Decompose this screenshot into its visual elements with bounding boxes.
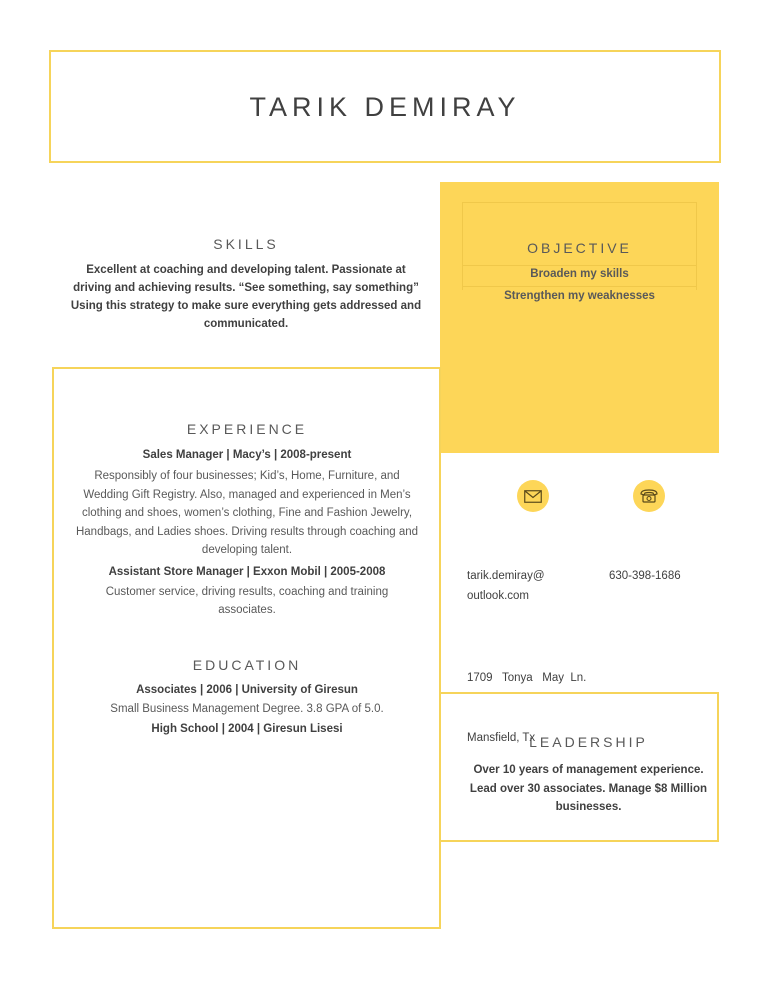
job-description: Responsibly of four businesses; Kid’s, Home, Furniture, and Wedding Gift Registry. Also, managed and experienced in Men’s clothing and shoes, women’s clothing, Fine and Fashion Jewelry, Handbags, and Ladies shoes. Driving results through coaching and developing talent.	[75, 470, 419, 556]
experience-title: EXPERIENCE	[186, 421, 308, 437]
education-section	[72, 657, 422, 735]
email-line: outlook.com	[467, 590, 530, 602]
objective-title: OBJECTIVE	[527, 240, 632, 256]
job-title: Assistant Store Manager | Exxon Mobil | 2005-2008	[108, 565, 386, 578]
objective-item: Broaden my skills	[530, 268, 629, 280]
job-title: Sales Manager | Macy’s | 2008-present	[142, 449, 352, 461]
name-header-box	[49, 50, 721, 163]
address-line: Mansfield, Tx	[467, 732, 536, 744]
objective-section	[440, 182, 719, 453]
email-line: tarik.demiray@	[467, 570, 545, 582]
phone-number: 630-398-1686	[609, 570, 681, 582]
education-entry-title: High School | 2004 | Giresun Lisesi	[151, 722, 343, 735]
candidate-name: TARIK DEMIRAY	[249, 92, 521, 122]
objective-rule-lower	[462, 286, 697, 287]
leadership-title: LEADERSHIP	[529, 734, 648, 750]
job-description: Customer service, driving results, coaching and training associates.	[105, 585, 389, 616]
skills-section	[70, 236, 422, 333]
objective-rule-top	[462, 202, 697, 203]
skills-text: Excellent at coaching and developing talent. Passionate at driving and achieving results. “See something, say something” Using this strategy to make sure everything gets addressed and communicated.	[70, 264, 422, 330]
education-title: EDUCATION	[192, 657, 302, 673]
leadership-text: Over 10 years of management experience. Lead over 30 associates. Manage $8 Million businesses.	[469, 764, 708, 813]
education-entry-description: Small Business Management Degree. 3.8 GPA of 5.0.	[110, 703, 384, 715]
experience-section	[72, 421, 422, 620]
leadership-section	[468, 734, 709, 817]
telephone-icon	[633, 480, 665, 512]
objective-item: Strengthen my weaknesses	[504, 290, 655, 302]
skills-title: SKILLS	[213, 236, 279, 252]
email-address	[467, 566, 545, 606]
education-entry-title: Associates | 2006 | University of Giresun	[136, 684, 358, 696]
envelope-icon	[517, 480, 549, 512]
leadership-box	[440, 692, 719, 842]
address-line: 1709 Tonya May Ln.	[467, 672, 587, 684]
objective-rule-mid	[462, 265, 697, 266]
